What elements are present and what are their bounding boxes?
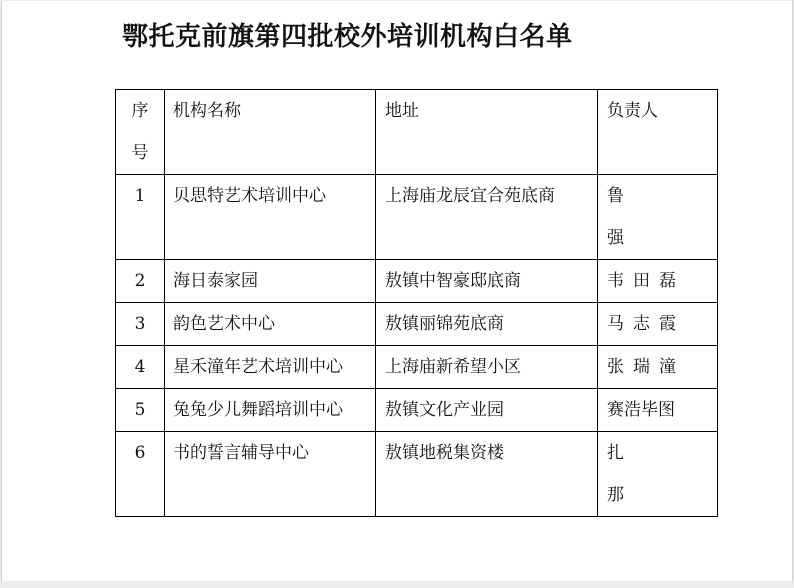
- row-no: 5: [116, 389, 165, 432]
- whitelist-table: [115, 89, 718, 517]
- row-no: 4: [116, 346, 165, 389]
- row-head: 张瑞潼: [598, 346, 718, 389]
- header-head: 负责人: [598, 90, 718, 175]
- row-name: 书的誓言辅导中心: [165, 432, 376, 517]
- row-head: 扎那: [598, 432, 718, 517]
- row-no: 3: [116, 303, 165, 346]
- row-name: 兔兔少儿舞蹈培训中心: [165, 389, 376, 432]
- row-no: 2: [116, 260, 165, 303]
- row-name: 贝思特艺术培训中心: [165, 175, 376, 260]
- document-page: [1, 1, 793, 581]
- row-name: 海日泰家园: [165, 260, 376, 303]
- row-head: 赛浩毕图: [598, 389, 718, 432]
- page-title: 鄂托克前旗第四批校外培训机构白名单: [122, 22, 573, 52]
- table-row: [116, 389, 718, 432]
- row-head: 鲁强: [598, 175, 718, 260]
- table-row: [116, 432, 718, 517]
- row-address: 敖镇文化产业园: [376, 389, 598, 432]
- table-header-row: [116, 90, 718, 175]
- table-row: [116, 175, 718, 260]
- row-address: 敖镇丽锦苑底商: [376, 303, 598, 346]
- row-address: 上海庙新希望小区: [376, 346, 598, 389]
- header-no: 序号: [116, 90, 165, 175]
- row-no: 1: [116, 175, 165, 260]
- row-address: 敖镇中智豪邸底商: [376, 260, 598, 303]
- header-address: 地址: [376, 90, 598, 175]
- table-row: [116, 260, 718, 303]
- row-address: 敖镇地税集资楼: [376, 432, 598, 517]
- table-row: [116, 303, 718, 346]
- row-head: 韦田磊: [598, 260, 718, 303]
- row-name: 星禾潼年艺术培训中心: [165, 346, 376, 389]
- row-name: 韵色艺术中心: [165, 303, 376, 346]
- table-row: [116, 346, 718, 389]
- header-name: 机构名称: [165, 90, 376, 175]
- row-no: 6: [116, 432, 165, 517]
- row-head: 马志霞: [598, 303, 718, 346]
- row-address: 上海庙龙辰宜合苑底商: [376, 175, 598, 260]
